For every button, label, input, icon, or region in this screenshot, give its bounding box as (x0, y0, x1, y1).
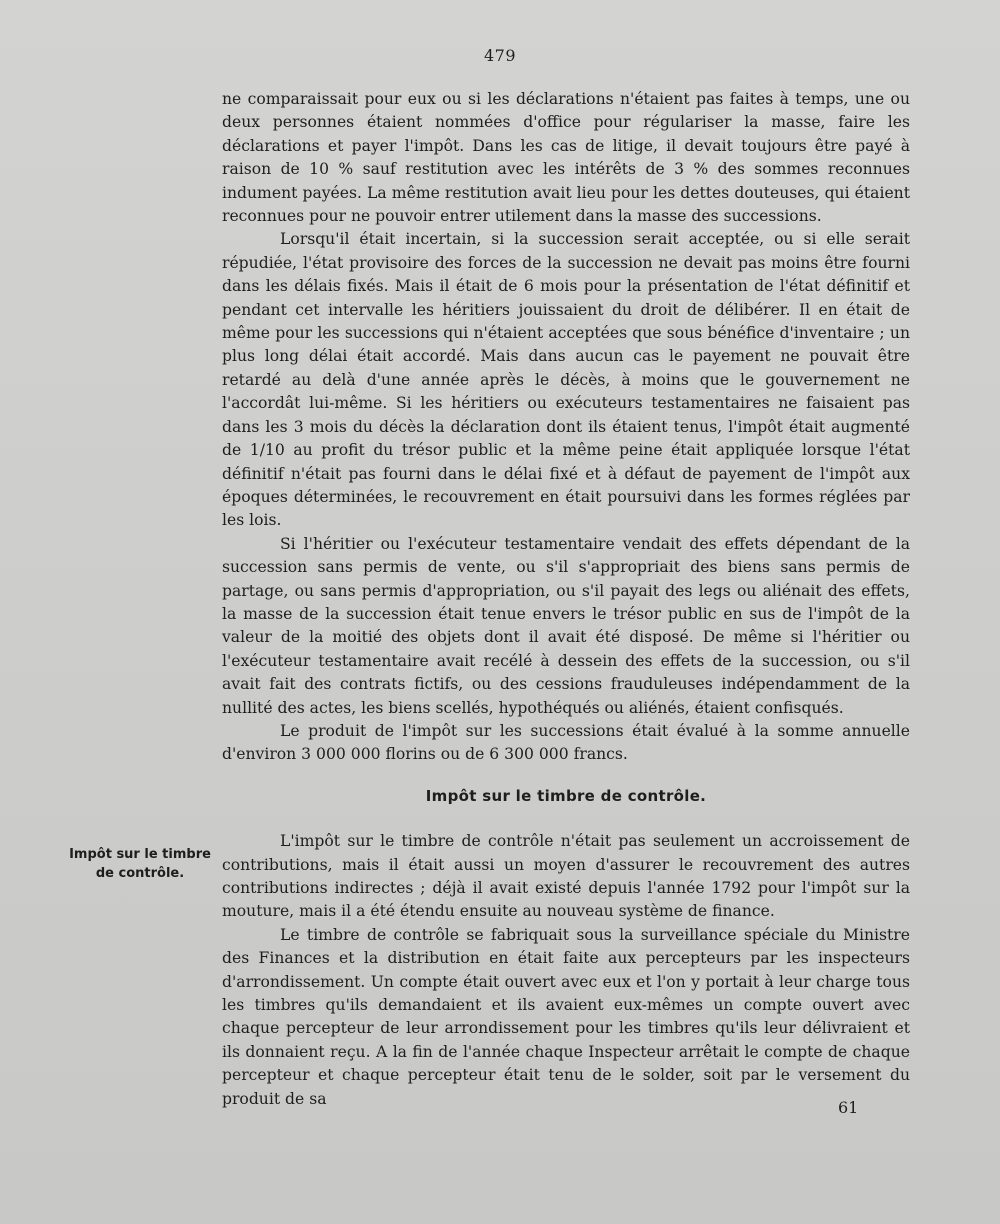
page-number: 479 (483, 46, 517, 65)
body-text (222, 88, 910, 1111)
paragraph: Le produit de l'impôt sur les successions était évalué à la somme annuelle d'environ 3 000 000 florins ou de 6 300 000 francs. (222, 721, 910, 764)
paragraph: Si l'héritier ou l'exécuteur testamentaire vendait des effets dépendant de la succession sans permis de vente, ou s'il s'appropriait des biens sans permis de partage, ou sans permis d'appropriation, ou s'il payait des legs ou aliénait des effets, la masse de la succession était tenue envers le trésor public en sus de l'impôt de la valeur de la moitié des objets dont il avait été disposé. De même si l'héritier ou l'exécuteur testamentaire avait recélé à dessein des effets de la succession, ou s'il avait fait des contrats fictifs, ou des cessions frauduleuses indépendamment de la nullité des actes, les biens scellés, hypothéqués ou aliénés, étaient confisqués. (222, 534, 910, 717)
margin-note: Impôt sur le timbre de contrôle. (69, 847, 211, 881)
paragraph: Lorsqu'il était incertain, si la succession serait acceptée, ou si elle serait répudiée, l'état provisoire des forces de la succession ne devait pas moins être fourni dans les délais fixés. Mais il était de 6 mois pour la présentation de l'état définitif et pendant cet intervalle les héritiers jouissaient du droit de délibérer. Il en était de même pour les successions qui n'étaient acceptées que sous bénéfice d'inventaire ; un plus long délai était accordé. Mais dans aucun cas le payement ne pouvait être retardé au delà d'une année après le décès, à moins que le gouvernement ne l'accordât lui-même. Si les héritiers ou exécuteurs testamentaires ne faisaient pas dans les 3 mois du décès la déclaration dont ils étaient tenus, l'impôt était augmenté de 1/10 au profit du trésor public et la même peine était appliquée lorsque l'état définitif n'était pas fourni dans le délai fixé et à défaut de payement de l'impôt aux époques déterminées, le recouvrement en était poursuivi dans les formes réglées par les lois. (222, 230, 910, 530)
paragraph-continued: ne comparaissait pour eux ou si les déclarations n'étaient pas faites à temps, une ou deux personnes étaient nommées d'office pour régulariser la masse, faire les déclarations et payer l'impôt. Dans les cas de litige, il devait toujours être payé à raison de 10 % sauf restitution avec les intérêts de 3 % des sommes reconnues indument payées. La même restitution avait lieu pour les dettes douteuses, qui étaient reconnues pour ne pouvoir entrer utilement dans la masse des successions. (222, 90, 910, 226)
section-heading: Impôt sur le timbre de contrôle. (425, 786, 707, 805)
paragraph: Le timbre de contrôle se fabriquait sous la surveillance spéciale du Ministre des Finances et la distribution en était faite aux percepteurs par les inspecteurs d'arrondissement. Un compte était ouvert avec eux et l'on y portait à leur charge tous les timbres qu'ils demandaient et ils avaient eux-mêmes un compte ouvert avec chaque percepteur de leur arrondissement pour les timbres qu'ils leur délivraient et ils donnaient reçu. A la fin de l'année chaque Inspecteur arrêtait le compte de chaque percepteur et chaque percepteur était tenu de le solder, soit par le versement du produit de sa (222, 925, 910, 1108)
signature-mark: 61 (838, 1098, 859, 1117)
paragraph: L'impôt sur le timbre de contrôle n'était pas seulement un accroissement de contributions, mais il était aussi un moyen d'assurer le recouvrement des autres contributions indirectes ; déjà il avait existé depuis l'année 1792 pour l'impôt sur la mouture, mais il a été étendu ensuite au nouveau système de finance. (222, 832, 910, 921)
